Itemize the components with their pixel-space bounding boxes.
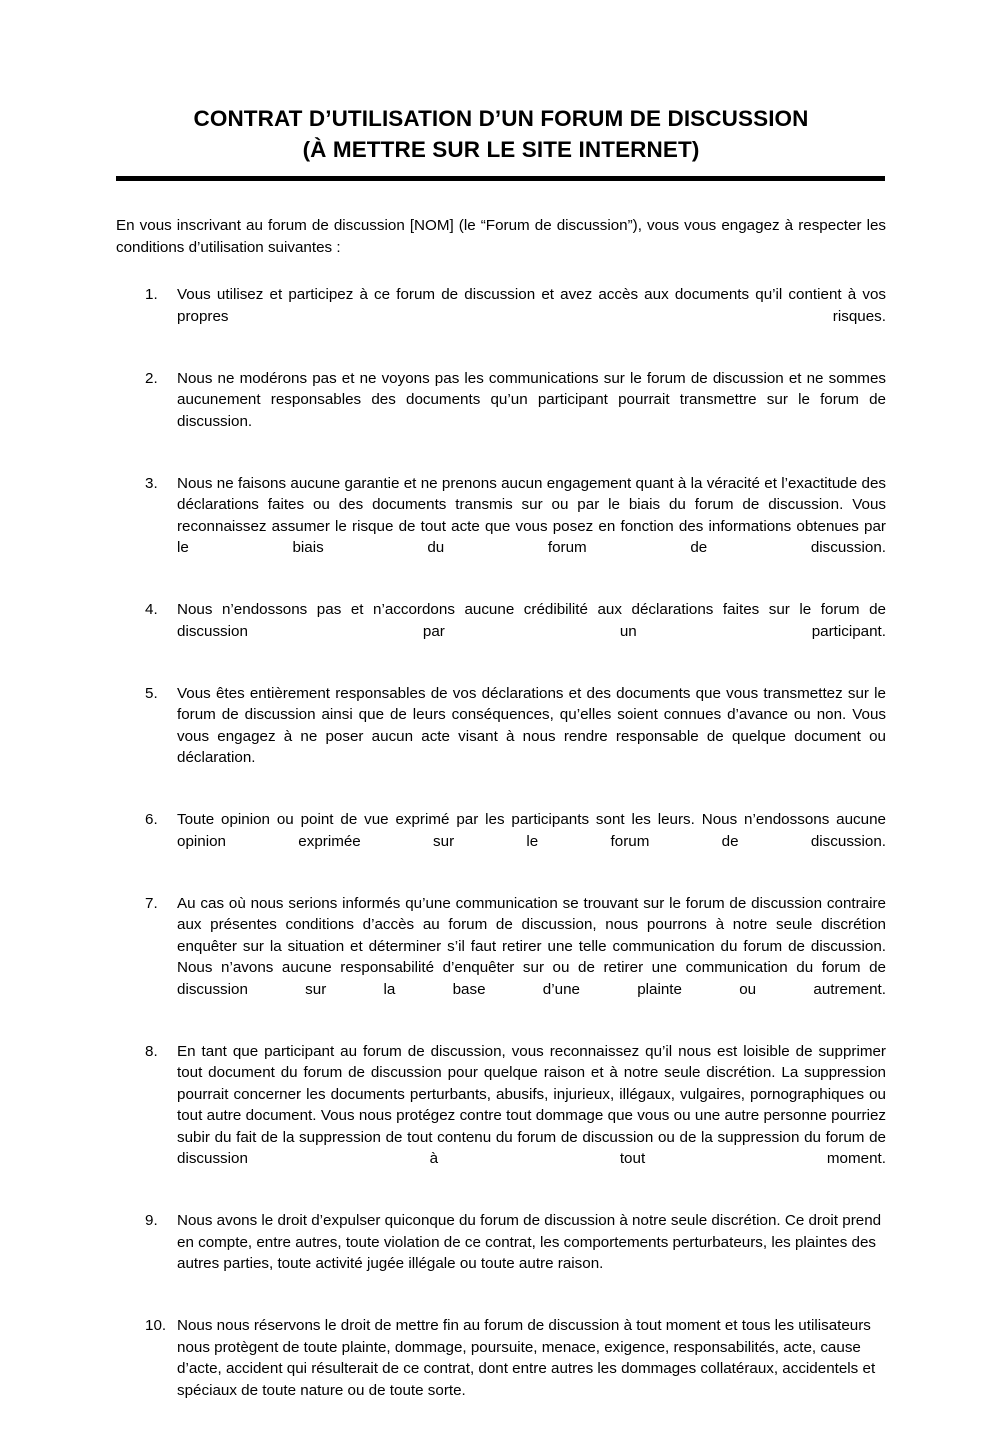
clause-item bbox=[116, 1210, 886, 1296]
clause-item bbox=[116, 893, 886, 1022]
intro-paragraph: En vous inscrivant au forum de discussion [NOM] (le “Forum de discussion”), vous vous engagez à respecter les conditions d’utilisation suivantes : bbox=[116, 217, 886, 256]
clause-number: 1. bbox=[145, 286, 158, 303]
clause-number: 10. bbox=[145, 1317, 167, 1334]
clause-number: 8. bbox=[145, 1042, 158, 1060]
clause-item bbox=[116, 1315, 886, 1423]
clause-number: 4. bbox=[145, 601, 158, 618]
clause-text: En tant que participant au forum de discussion, vous reconnaissez qu’il nous est loisible de supprimer tout document du forum de discussion pour quelque raison et à notre seule discrétion. La suppression pourrait concerner les documents perturbants, abusifs, injurieux, illégaux, vulgaires, pornographiques ou tout autre document. Vous nous protégez contre tout dommage que vous ou une autre personne pourriez subir du fait de la suppression de tout contenu du forum de discussion ou de la suppression du forum de discussion à tout moment. bbox=[177, 1042, 886, 1167]
clause-number: 9. bbox=[145, 1212, 158, 1229]
clause-number: 5. bbox=[145, 684, 158, 702]
clause-text: Nous avons le droit d’expulser quiconque du forum de discussion à notre seule discrétion. Ce droit prend en compte, entre autres, toute violation de ce contrat, les comportements perturbateurs, les plaintes des autres parties, toute activité jugée illégale ou toute autre raison. bbox=[177, 1212, 882, 1272]
clause-text: Vous utilisez et participez à ce forum de discussion et avez accès aux documents qu’il contient à vos propres risques. bbox=[177, 286, 886, 325]
clause-item bbox=[116, 1041, 886, 1192]
clause-item bbox=[116, 368, 886, 454]
clause-number: 2. bbox=[145, 369, 158, 387]
page-title-line-2: (À METTRE SUR LE SITE INTERNET) bbox=[302, 137, 700, 162]
document-body bbox=[116, 0, 886, 1442]
clause-list bbox=[116, 284, 886, 1423]
clause-text: Toute opinion ou point de vue exprimé par les participants sont les leurs. Nous n’endossons aucune opinion exprimée sur le forum de discussion. bbox=[177, 811, 886, 850]
title-divider bbox=[116, 176, 885, 181]
clause-text: Nous n’endossons pas et n’accordons aucune crédibilité aux déclarations faites sur le forum de discussion par un participant. bbox=[177, 601, 886, 640]
clause-text: Nous nous réservons le droit de mettre fin au forum de discussion à tout moment et tous les utilisateurs nous protègent de toute plainte, dommage, poursuite, menace, exigence, responsabilités, acte, cause d’acte, accident qui résulterait de ce contrat, dont entre autres les dommages collatéraux, accidentels et spéciaux de toute nature ou de toute sorte. bbox=[177, 1317, 876, 1399]
clause-item bbox=[116, 284, 886, 349]
clause-text: Nous ne modérons pas et ne voyons pas les communications sur le forum de discussion et ne sommes aucunement responsables des documents qu’un participant pourrait transmettre sur le forum de discussion. bbox=[177, 369, 886, 430]
clause-number: 7. bbox=[145, 894, 158, 912]
clause-text: Au cas où nous serions informés qu’une communication se trouvant sur le forum de discussion contraire aux présentes conditions d’accès au forum de discussion, nous pourrons à notre seule discrétion enquêter sur la situation et déterminer s’il faut retirer une telle communication du forum de discussion. Nous n’avons aucune responsabilité d’enquêter sur ou de retirer une communication du forum de discussion sur la base d’une plainte ou autrement. bbox=[177, 894, 886, 998]
title-block bbox=[116, 0, 886, 181]
clause-item bbox=[116, 683, 886, 791]
clause-item bbox=[116, 809, 886, 874]
clause-number: 3. bbox=[145, 474, 158, 492]
clause-text: Nous ne faisons aucune garantie et ne prenons aucun engagement quant à la véracité et l’exactitude des déclarations faites ou des documents transmis sur ou par le biais du forum de discussion. Vous reconnaissez assumer le risque de tout acte que vous posez en fonction des informations obtenues par le biais du forum de discussion. bbox=[177, 474, 886, 556]
clause-item bbox=[116, 599, 886, 664]
clause-number: 6. bbox=[145, 811, 158, 828]
page-title bbox=[116, 103, 886, 165]
clause-text: Vous êtes entièrement responsables de vos déclarations et des documents que vous transmettez sur le forum de discussion ainsi que de leurs conséquences, qu’elles soient connues d’avance ou non. Vous vous engagez à ne poser aucun acte visant à nous rendre responsable de quelque document ou déclaration. bbox=[177, 684, 886, 766]
clause-item bbox=[116, 473, 886, 581]
page-title-line-1: CONTRAT D’UTILISATION D’UN FORUM DE DISCUSSION bbox=[193, 106, 809, 131]
